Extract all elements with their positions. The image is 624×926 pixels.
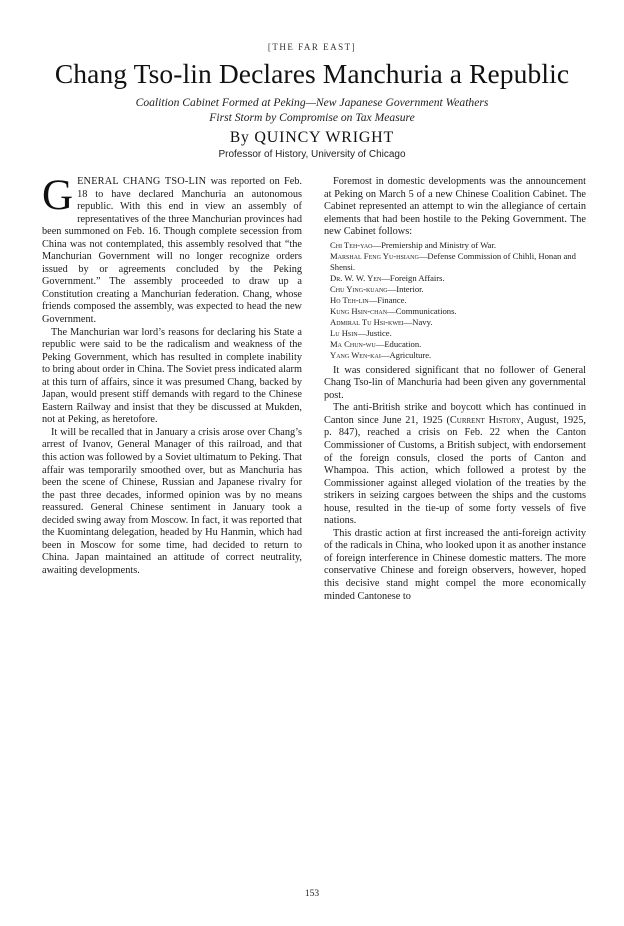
drop-cap: G [42, 172, 74, 219]
paragraph-lead [42, 172, 302, 327]
author-affiliation: Professor of History, University of Chicago [218, 149, 406, 160]
paragraph: Foremost in domestic developments was the announcement at Peking on March 5 of a new Chinese Coalition Cabinet. The Cabinet represented an attempt to win the allegiance of certain elements that had been hostile to the Peking Government. The new Cabinet follows: [324, 176, 586, 238]
subhead [60, 96, 564, 125]
cabinet-entry: Chi Teh-yao—Premiership and Ministry of War. [330, 239, 497, 250]
cabinet-entry: Ho Teh-lin—Finance. [330, 294, 407, 305]
byline-by: By [229, 129, 250, 146]
subhead-line-1: Coalition Cabinet Formed at Peking—New Japanese Government Weathers [135, 96, 489, 109]
cabinet-entry: Dr. W. W. Yen—Foreign Affairs. [330, 272, 445, 283]
cabinet-entry: Lu Hsin—Justice. [330, 327, 392, 338]
cabinet-entry: Yang Wen-kai—Agriculture. [330, 349, 432, 360]
cabinet-entry: Kung Hsin-chan—Communications. [330, 305, 457, 316]
cabinet-list [330, 240, 586, 361]
citation: Current History [449, 414, 521, 426]
byline-author: QUINCY WRIGHT [254, 129, 395, 146]
subhead-line-2: First Storm by Compromise on Tax Measure [209, 110, 415, 124]
headline: Chang Tso-lin Declares Manchuria a Republic [54, 58, 570, 89]
lead-caps: ENERAL CHANG TSO-LIN [77, 176, 207, 187]
right-column [324, 176, 586, 603]
cabinet-entry: Marshal Feng Yu-hsiang—Defense Commission of Chihli, Honan and Shensi. [330, 250, 576, 272]
paragraph: This drastic action at first increased the anti-foreign activity of the radicals in China, who looked upon it as another instance of foreign interference in Chinese domestic matters. The more conservative Chinese and foreign observers, however, hoped this decisive stand might compel the more economically minded Cantonese to [324, 527, 586, 602]
page-number: 153 [304, 889, 320, 899]
paragraph: The Manchurian war lord’s reasons for declaring his State a republic were said to be the radicalism and weakness of the Peking Government, which has resulted in complete inability to bring about order in China. The Soviet press indicated alarm at this turn of affairs, since it was presumed Chang, backed by Japan, would present stiff demands with regard to the Chinese Eastern Railway and insist that they be discussed at Mukden, not at Peking, as heretofore. [42, 326, 302, 426]
left-column [42, 172, 302, 578]
byline [0, 129, 624, 147]
paragraph-lead-text: was reported on Feb. 18 to have declared Manchuria an autonomous republic. With this end in view an assembly of representatives of the three Manchurian provinces had been summoned on Feb. 16. Though complete secession from China was not contemplated, this assembly resolved that “the Manchurian Government will no longer recognize orders issued by or agreements concluded by the Peking Government.” The assembly proceeded to draw up a Constitution creating a Manchurian federation. Chang, whose friends composed the assembly, was expected to head the new Government. [42, 176, 302, 326]
cabinet-entry: Ma Chun-wu—Education. [330, 338, 422, 349]
section-tag: [THE FAR EAST] [267, 42, 357, 52]
cabinet-entry: Chu Ying-kuang—Interior. [330, 283, 424, 294]
cabinet-entry: Admiral Tu Hsi-kwei—Navy. [330, 316, 433, 327]
paragraph: The anti-British strike and boycott which has continued in Canton since June 21, 1925 (Current History, August, 1925, p. 847), reached a crisis on Feb. 22 when the Canton Commissioner of Customs, a British subject, with endorsement of the foreign consuls, closed the ports of Canton and Whampoa. This action, which followed a protest by the Commissioner against alleged violation of the treaties by the strikers in seizing cargoes between the ships and the customs house, resulted in the tie-up of some forty vessels of five nations. [324, 402, 586, 527]
paragraph: It will be recalled that in January a crisis arose over Chang’s arrest of Ivanov, General Manager of this railroad, and that this action was followed by a Soviet ultimatum to Peking. That affair was temporarily smoothed over, but as Manchuria has been the scene of Chinese, Russian and Japanese rivalry for the past three decades, informed opinion was by no means reassured. General Chinese sentiment in January took a decided swing away from Moscow. In fact, it was reported that the Kuomintang delegation, headed by Hu Hanmin, which had been in Moscow for some time, had decided to return to China. Japan maintained an attitude of correct neutrality, awaiting developments. [42, 426, 302, 576]
paragraph: It was considered significant that no follower of General Chang Tso-lin of Manchuria had been given any governmental post. [324, 364, 586, 401]
